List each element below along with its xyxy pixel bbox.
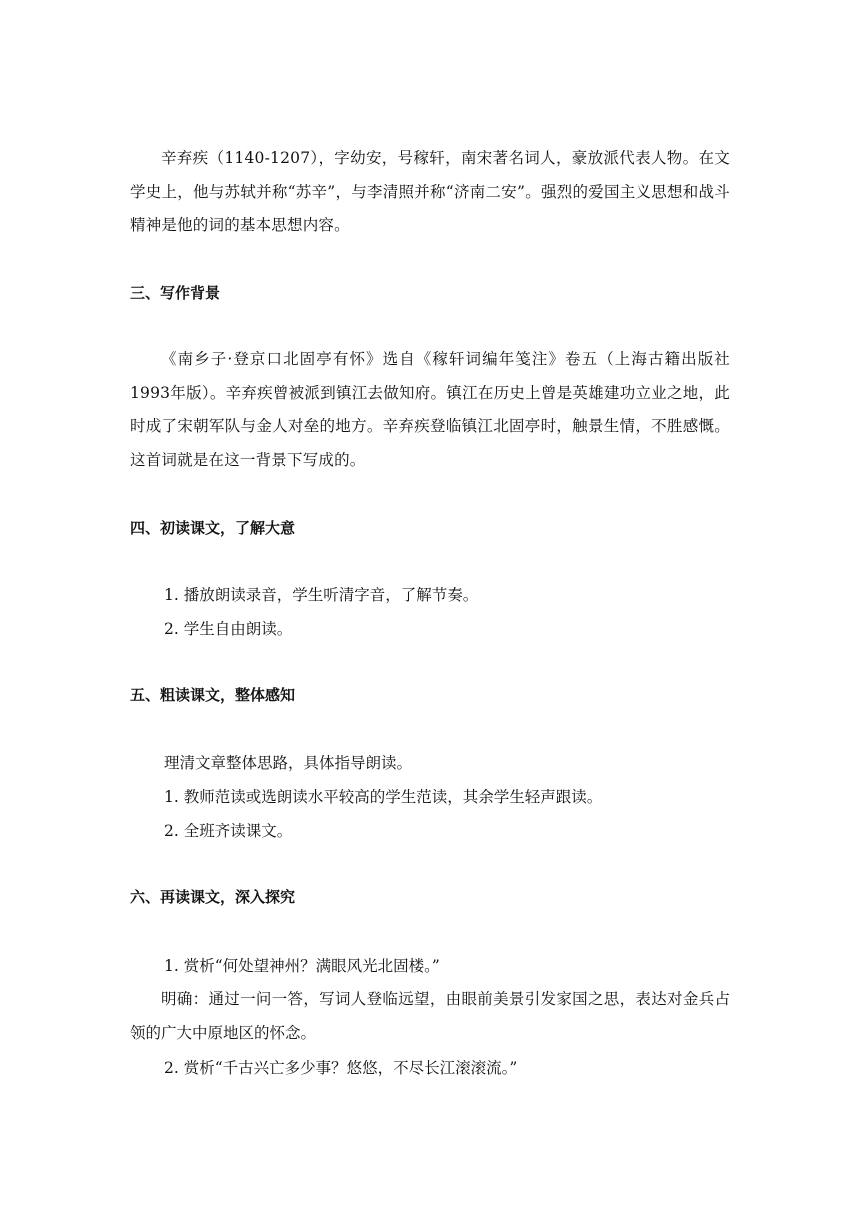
first-reading-item-1: 1. 播放朗读录音，学生听清字音，了解节奏。 [164,586,479,604]
section-heading-overall-reading: 五、粗读课文，整体感知 [130,686,296,704]
first-reading-item-2: 2. 学生自由朗读。 [164,620,293,638]
background-paragraph: 《南乡子·登京口北固亭有怀》选自《稼轩词编年笺注》卷五（上海古籍出版社1993年版）。辛弃疾曾被派到镇江去做知府。镇江在历史上曾是英雄建功立业之地，此时成了宋朝军队与金人对垒的地方。辛弃疾登临镇江北固亭时，触景生情，不胜感慨。这首词就是在这一背景下写成的。 [130,350,730,469]
section-heading-deep-exploration: 六、再读课文，深入探究 [130,888,296,906]
overall-reading-item-2: 2. 全班齐读课文。 [164,822,293,840]
overall-reading-intro: 理清文章整体思路，具体指导朗读。 [164,754,413,772]
section-heading-first-reading: 四、初读课文，了解大意 [130,519,296,537]
exploration-item-1: 1. 赏析“何处望神州？满眼风光北固楼。” [164,957,440,975]
exploration-item-2: 2. 赏析“千古兴亡多少事？悠悠，不尽长江滚滚流。” [164,1059,518,1077]
author-bio-paragraph: 辛弃疾（1140-1207），字幼安，号稼轩，南宋著名词人，豪放派代表人物。在文学史上，他与苏轼并称“苏辛”，与李清照并称“济南二安”。强烈的爱国主义思想和战斗精神是他的词的基本思想内容。 [130,149,730,234]
exploration-answer-1: 明确：通过一问一答，写词人登临远望，由眼前美景引发家国之思，表达对金兵占领的广大中原地区的怀念。 [130,990,730,1042]
section-heading-background: 三、写作背景 [130,284,221,302]
overall-reading-item-1: 1. 教师范读或选朗读水平较高的学生范读，其余学生轻声跟读。 [164,788,603,806]
